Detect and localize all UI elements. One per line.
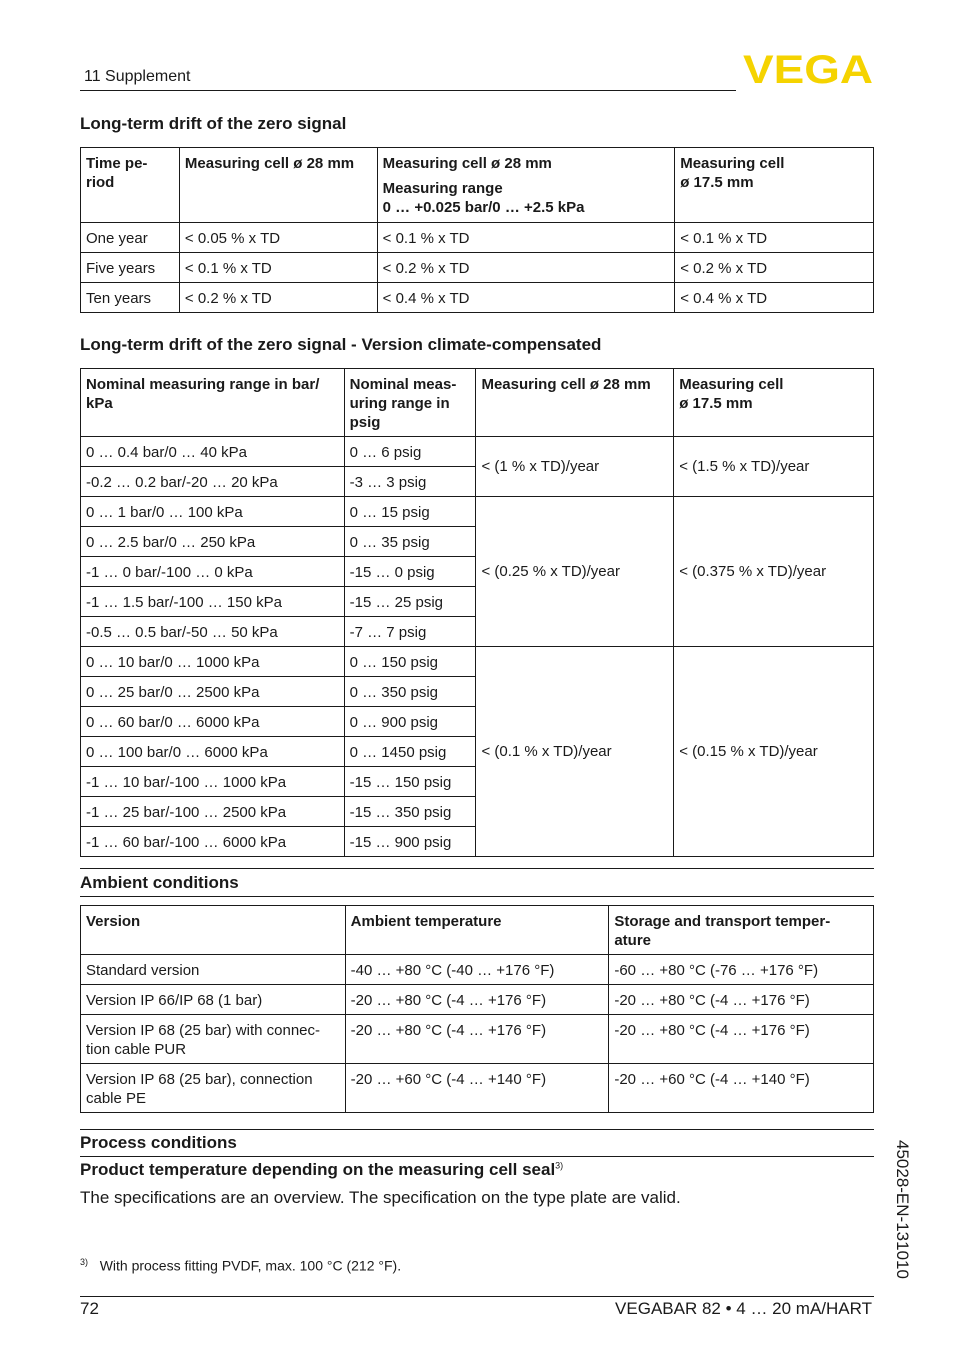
column-header: Storage and transport temper- ature [609, 906, 874, 955]
column-header-sub: Measuring range 0 … +0.025 bar/0 … +2.5 kPa [382, 180, 585, 216]
range-bar-kpa-cell: 0 … 60 bar/0 … 6000 kPa [81, 707, 345, 737]
table-cell: < 0.1 % x TD [675, 223, 874, 253]
footnote-mark: 3) [80, 1257, 89, 1267]
table-cell: < 0.4 % x TD [675, 283, 874, 313]
range-psig-cell: -15 … 25 psig [344, 587, 476, 617]
column-header [179, 148, 377, 223]
column-header-label: Measuring cell ø 28 mm [382, 155, 552, 172]
process-text: The specifications are an overview. The specification on the type plate are valid. [80, 1188, 681, 1207]
range-bar-kpa-cell: 0 … 25 bar/0 … 2500 kPa [81, 677, 345, 707]
footnote-ref: 3) [555, 1160, 564, 1171]
ambient-rule-top [80, 868, 874, 869]
range-psig-cell: 0 … 6 psig [344, 437, 476, 467]
range-bar-kpa-cell: -1 … 60 bar/-100 … 6000 kPa [81, 827, 345, 857]
product-name: VEGABAR 82 • 4 … 20 mA/HART [615, 1299, 872, 1318]
column-header: Measuring cell ø 28 mm [476, 369, 674, 437]
column-header: Nominal measuring range in bar/ kPa [81, 369, 345, 437]
document-id: 45028-EN-131010 [893, 1140, 912, 1279]
range-bar-kpa-cell: 0 … 0.4 bar/0 … 40 kPa [81, 437, 345, 467]
range-bar-kpa-cell: -1 … 1.5 bar/-100 … 150 kPa [81, 587, 345, 617]
table-row [81, 497, 874, 527]
footnote-text: With process fitting PVDF, max. 100 °C (212 °F). [99, 1257, 402, 1274]
column-header [81, 148, 180, 223]
table-cell: < 0.1 % x TD [377, 223, 675, 253]
table-cell: < 0.2 % x TD [675, 253, 874, 283]
column-header-label: Measuring cell ø 28 mm [184, 155, 355, 172]
table-cell: Ten years [81, 283, 180, 313]
table-cell: -20 … +80 °C (-4 … +176 °F) [345, 985, 609, 1015]
table-row [81, 437, 874, 467]
range-bar-kpa-cell: -1 … 0 bar/-100 … 0 kPa [81, 557, 345, 587]
range-bar-kpa-cell: -0.2 … 0.2 bar/-20 … 20 kPa [81, 467, 345, 497]
column-header: Measuring cell ø 17.5 mm [674, 369, 874, 437]
range-psig-cell: 0 … 1450 psig [344, 737, 476, 767]
footnote [80, 1257, 401, 1274]
table-cell: One year [81, 223, 180, 253]
ambient-title: Ambient conditions [80, 873, 239, 892]
footer-rule [80, 1296, 874, 1297]
process-rule-top [80, 1129, 874, 1130]
process-subtitle [80, 1160, 563, 1180]
table-cell: < 0.2 % x TD [179, 283, 377, 313]
table-row [81, 647, 874, 677]
table-row [81, 955, 874, 985]
range-psig-cell: 0 … 15 psig [344, 497, 476, 527]
drift-17mm-cell: < (0.375 % x TD)/year [674, 497, 874, 647]
drift-28mm-cell: < (1 % x TD)/year [476, 437, 674, 497]
range-psig-cell: -3 … 3 psig [344, 467, 476, 497]
drift-28mm-cell: < (0.1 % x TD)/year [476, 647, 674, 857]
vega-logo [742, 52, 874, 84]
column-header: Nominal meas- uring range in psig [344, 369, 476, 437]
range-bar-kpa-cell: 0 … 100 bar/0 … 6000 kPa [81, 737, 345, 767]
table-cell: Version IP 66/IP 68 (1 bar) [81, 985, 346, 1015]
table-row [81, 1064, 874, 1113]
range-psig-cell: 0 … 35 psig [344, 527, 476, 557]
table-header-row [81, 148, 874, 223]
column-header [675, 148, 874, 223]
table-cell: Standard version [81, 955, 346, 985]
climate-title: Long-term drift of the zero signal - Version climate-compensated [80, 335, 602, 354]
table-cell: < 0.2 % x TD [377, 253, 675, 283]
range-bar-kpa-cell: -0.5 … 0.5 bar/-50 … 50 kPa [81, 617, 345, 647]
range-bar-kpa-cell: 0 … 1 bar/0 … 100 kPa [81, 497, 345, 527]
process-subtitle-text: Product temperature depending on the measuring cell seal [80, 1160, 556, 1179]
ambient-rule-bottom [80, 896, 874, 897]
table-cell: -40 … +80 °C (-40 … +176 °F) [345, 955, 609, 985]
range-bar-kpa-cell: -1 … 25 bar/-100 … 2500 kPa [81, 797, 345, 827]
table-cell: Five years [81, 253, 180, 283]
range-psig-cell: -15 … 0 psig [344, 557, 476, 587]
column-header-label: Measuring cell ø 17.5 mm [680, 155, 785, 191]
table-cell: -20 … +60 °C (-4 … +140 °F) [609, 1064, 874, 1113]
range-bar-kpa-cell: 0 … 2.5 bar/0 … 250 kPa [81, 527, 345, 557]
table-header-row [81, 369, 874, 437]
table-cell: -20 … +80 °C (-4 … +176 °F) [345, 1015, 609, 1064]
table-cell: -60 … +80 °C (-76 … +176 °F) [609, 955, 874, 985]
ambient-table [80, 905, 874, 1113]
drift-table [80, 147, 874, 313]
column-header: Ambient temperature [345, 906, 609, 955]
range-psig-cell: 0 … 350 psig [344, 677, 476, 707]
column-header: Version [81, 906, 346, 955]
table-cell: < 0.05 % x TD [179, 223, 377, 253]
drift-17mm-cell: < (1.5 % x TD)/year [674, 437, 874, 497]
climate-table [80, 368, 874, 857]
drift-title: Long-term drift of the zero signal [80, 114, 347, 133]
drift-17mm-cell: < (0.15 % x TD)/year [674, 647, 874, 857]
table-row [81, 283, 874, 313]
column-header-label: Time pe- riod [86, 155, 148, 191]
process-rule-bottom [80, 1156, 874, 1157]
table-row [81, 1015, 874, 1064]
table-cell: -20 … +60 °C (-4 … +140 °F) [345, 1064, 609, 1113]
table-cell: Version IP 68 (25 bar) with connec- tion cable PUR [81, 1015, 346, 1064]
process-title: Process conditions [80, 1133, 237, 1152]
table-row [81, 985, 874, 1015]
drift-28mm-cell: < (0.25 % x TD)/year [476, 497, 674, 647]
logo-text: VEGA [743, 52, 873, 84]
table-cell: < 0.4 % x TD [377, 283, 675, 313]
table-header-row [81, 906, 874, 955]
range-psig-cell: -15 … 900 psig [344, 827, 476, 857]
range-psig-cell: 0 … 150 psig [344, 647, 476, 677]
range-psig-cell: -15 … 150 psig [344, 767, 476, 797]
table-cell: -20 … +80 °C (-4 … +176 °F) [609, 1015, 874, 1064]
page-number: 72 [80, 1299, 99, 1318]
table-cell: -20 … +80 °C (-4 … +176 °F) [609, 985, 874, 1015]
range-psig-cell: -7 … 7 psig [344, 617, 476, 647]
table-row [81, 223, 874, 253]
section-header: 11 Supplement [84, 68, 191, 85]
table-row [81, 253, 874, 283]
range-psig-cell: -15 … 350 psig [344, 797, 476, 827]
column-header [377, 148, 675, 223]
range-bar-kpa-cell: -1 … 10 bar/-100 … 1000 kPa [81, 767, 345, 797]
range-bar-kpa-cell: 0 … 10 bar/0 … 1000 kPa [81, 647, 345, 677]
table-cell: Version IP 68 (25 bar), connection cable PE [81, 1064, 346, 1113]
range-psig-cell: 0 … 900 psig [344, 707, 476, 737]
header-rule [80, 90, 736, 91]
table-cell: < 0.1 % x TD [179, 253, 377, 283]
